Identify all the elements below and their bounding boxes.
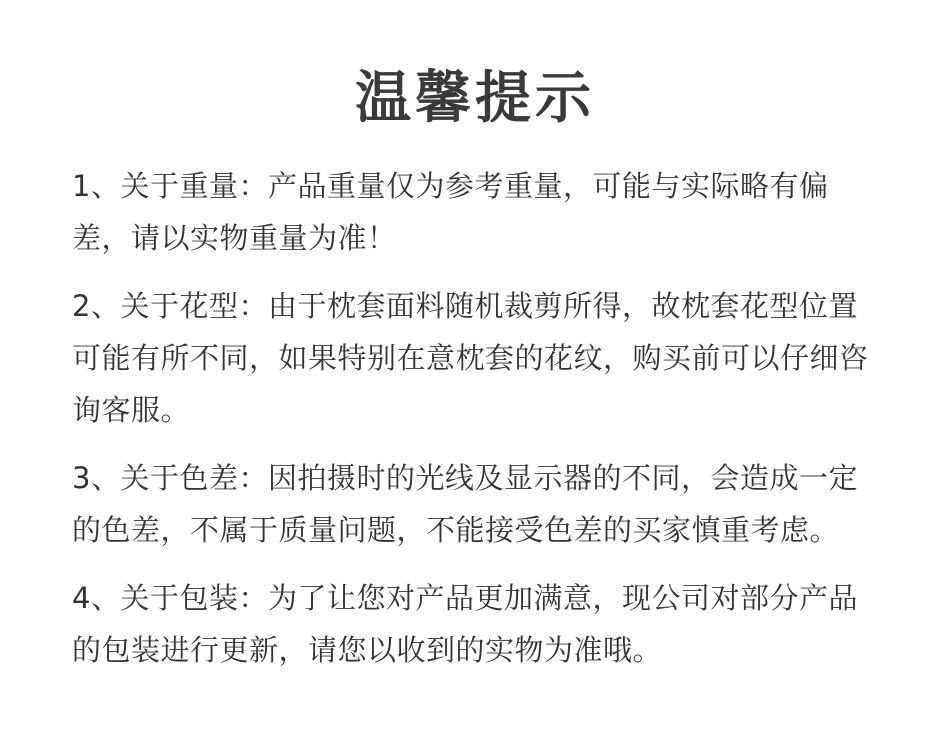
notice-list [72, 160, 884, 692]
notice-item-color-difference: 3、关于色差：因拍摄时的光线及显示器的不同，会造成一定的色差，不属于质量问题，不能接受色差的买家慎重考虑。 [72, 461, 858, 547]
notice-item-weight: 1、关于重量：产品重量仅为参考重量，可能与实际略有偏差，请以实物重量为准！ [72, 169, 829, 255]
notice-title: 温馨提示 [355, 65, 595, 131]
notice-item-packaging: 4、关于包装：为了让您对产品更加满意，现公司对部分产品的包装进行更新，请您以收到的实物为准哦。 [72, 581, 858, 667]
notice-item-pattern: 2、关于花型：由于枕套面料随机裁剪所得，故枕套花型位置可能有所不同，如果特别在意枕套的花纹，购买前可以仔细咨询客服。 [72, 289, 869, 427]
